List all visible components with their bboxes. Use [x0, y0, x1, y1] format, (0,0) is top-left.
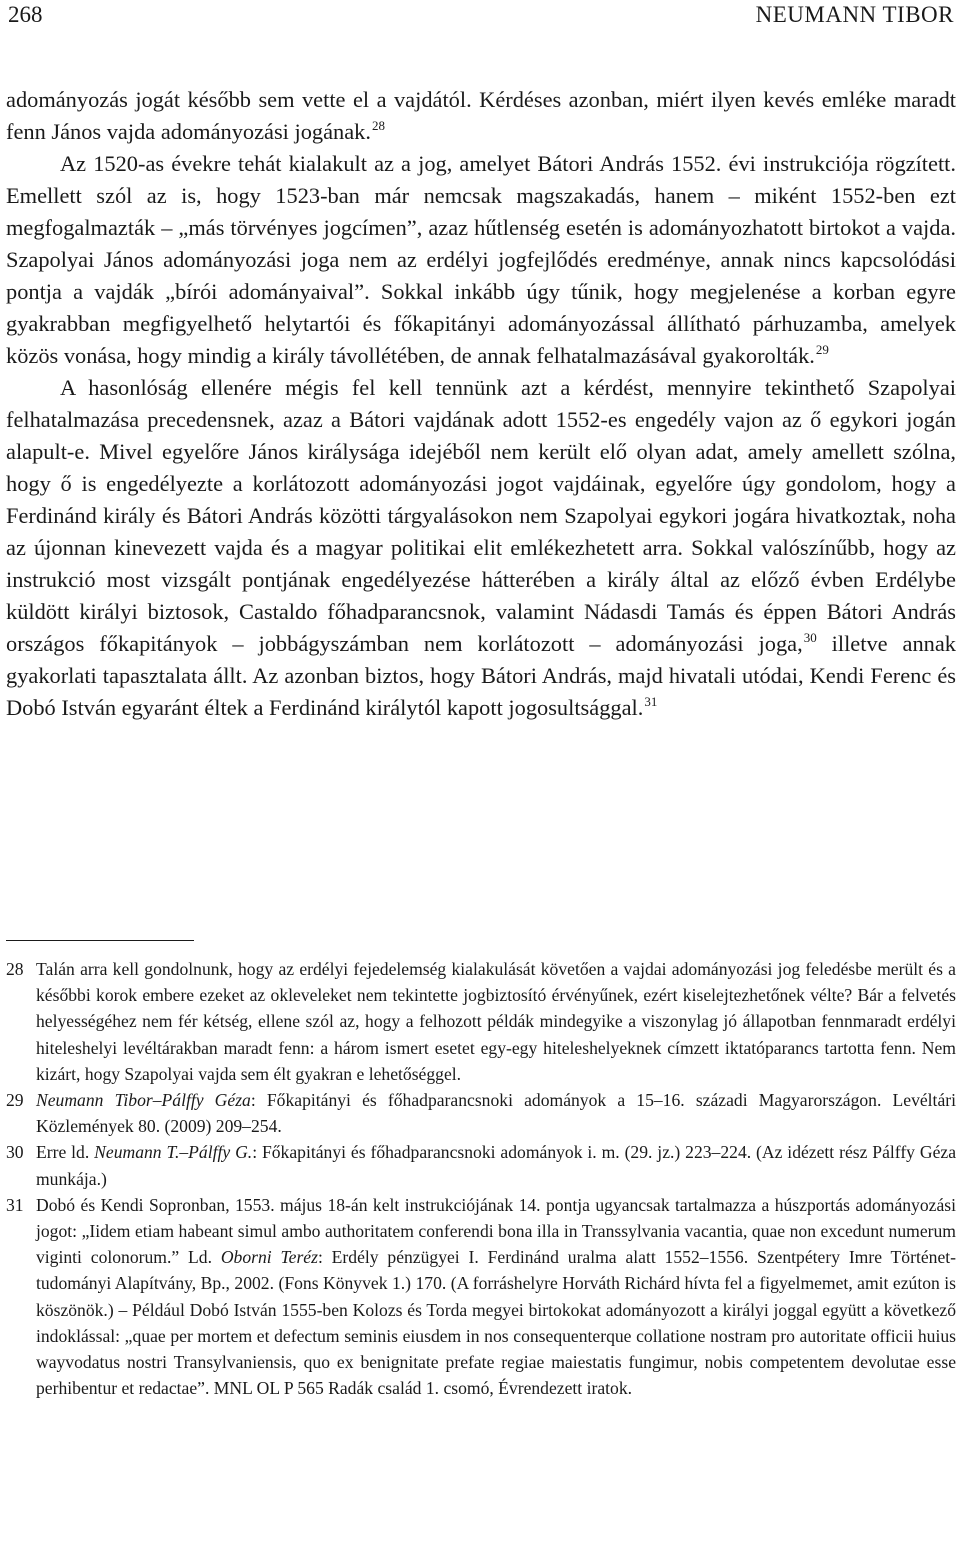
footnote-30: [6, 1139, 956, 1191]
footnote-ref-31[interactable]: 31: [644, 694, 658, 709]
footnote-number: 29: [6, 1090, 24, 1111]
footnote-ref-28[interactable]: 28: [371, 118, 385, 133]
paragraph-2: [6, 148, 956, 372]
running-head: NEUMANN TIBOR: [755, 2, 954, 27]
paragraph-3-text-a: A hasonlóság ellenére mégis fel kell tennünk azt a kérdést, mennyire tekinthető Szapolyai felhatalmazása precedensnek, azaz a Bátori vajdának adott 1552-es engedély vajon az ő egykori jogán alapult-e. Mivel egyelőre János királysága idejéből nem került elő olyan adat, amely amellett szólna, hogy ő is engedélyezte a korlátozott adományozási jogot vajdáinak, egyelőre úgy gondolom, hogy a Ferdinánd király és Bátori András közötti tárgyalásokon nem Szapolyai egykori jogára hivatkoztak, noha az újonnan kinevezett vajda és a magyar politikai elit emlékezhetett arra. Sokkal valószínűbb, hogy az instrukció most vizsgált pontjának engedélyezése hátterében a király által az előző évben Erdélybe küldött királyi biztosok, Castaldo főhadparancsnok, valamint Nádasdi Tamás és éppen Bátori András országos főkapitányok – jobbágyszámban nem korlátozott – adományozási joga,: [6, 375, 956, 656]
paragraph-1-text: adományozás jogát később sem vette el a vajdától. Kérdéses azonban, miért ilyen kevés emléke maradt fenn János vajda adományozási jogának.: [6, 87, 956, 144]
paragraph-2-text: Az 1520-as évekre tehát kialakult az a jog, amelyet Bátori András 1552. évi instrukciója rögzített. Emellett szól az is, hogy 1523-ban már nemcsak magszakadás, hanem – miként 1552-ben ezt megfogalmazták – „más törvényes jogcímen”, azaz hűtlenség esetén is adományozhatott birtokot a vajda. Szapolyai János adományozási joga nem az erdélyi jogfejlődés eredménye, annak nincs kapcsolódási pontja a vajdák „bírói adományaival”. Sokkal inkább úgy tűnik, hogy megjelenése a korban egyre gyakrabban megfigyelhető helytartói és főkapitányi adományozással állítható párhuzamba, amelyek közös vonása, hogy mindig a király távollétében, de annak felhatalmazásával gyakorolták.: [6, 151, 956, 368]
paragraph-1: [6, 84, 956, 148]
footnote-text: [36, 1087, 956, 1139]
footnote-prefix: Erre ld.: [36, 1142, 95, 1163]
footnote-text: [36, 956, 956, 1087]
footnote-body: : Főkapitányi és főhadparancsnoki adományok i. m. (29. jz.) 223–224. (Az idézett rész Pálffy Géza munkája.): [36, 1142, 957, 1189]
footnote-text: [36, 1192, 956, 1402]
footnote-ref-30[interactable]: 30: [803, 630, 817, 645]
footnote-author: Neumann T.–Pálffy G.: [94, 1142, 253, 1163]
footnote-ref-29[interactable]: 29: [815, 342, 829, 357]
footnotes: [6, 956, 956, 1401]
page-number: 268: [8, 2, 43, 27]
footnote-text: [36, 1139, 956, 1191]
footnote-body: Talán arra kell gondolnunk, hogy az erdélyi fejedelemség kialakulását követően a vajdai adományozási jog feledésbe merült és a későbbi korok embere ezeket az okleveleket nem tekintette jogbiztosító érvényűnek, ezért kiselejtezhetőnek vélte? Bár a felvetés helyességéhez nem fér kétség, ellene szól az, hogy a felhozott példák mindegyike a viszonylag jó állapotban fennmaradt erdélyi hiteleshelyi levéltárakban maradt fenn: a három ismert esetet egy-egy hiteleshelyeknek címzett iktatóparancs tartotta fenn. Nem kizárt, hogy Szapolyai vajda sem élt gyakran e lehetőséggel.: [36, 959, 956, 1084]
footnote-number: 28: [6, 959, 24, 979]
main-text: [6, 84, 956, 724]
footnote-28: [6, 956, 956, 1087]
footnote-29: [6, 1087, 956, 1139]
footnote-separator: [6, 940, 194, 941]
footnote-author: Oborni Teréz: [220, 1247, 318, 1268]
footnote-body: : Főkapitányi és főhadparancsnoki adományok a 15–16. századi Magyarországon. Levéltári Közlemények 80. (2009) 209–254.: [36, 1090, 957, 1137]
footnote-author: Neumann Tibor–Pálffy Géza: [36, 1090, 251, 1111]
footnote-31: [6, 1192, 956, 1402]
page-header: [0, 0, 960, 40]
paragraph-3-text-b: illetve annak gyakorlati tapasztalata állt. Az azonban biztos, hogy Bátori András, majd hivatali utódai, Kendi Ferenc és Dobó István egyaránt éltek a Ferdinánd királytól kapott jogosultsággal.: [6, 631, 956, 720]
footnote-body-b: : Erdély pénzügyei I. Ferdinánd uralma alatt 1552–1556. Szentpétery Imre Történettudományi Alapítvány, Bp., 2002. (Fons Könyvek 1.) 170. (A forráshelyre Horváth Richárd hívta fel a figyelmemet, amit ezúton is köszönök.) – Például Dobó István 1555-ben Kolozs és Torda megyei birtokokat adományozott a királyi joggal együtt a következő indoklással: „quae per mortem et defectum seminis eiusdem in nos consequenterque collatione nostram pro autoritate officii huius wayvodatus nostri Transylvaniensis, quo ex benignitate prefate regiae maiestatis fungimur, nobis competentem devolutae esse perhibentur et redactae”. MNL OL P 565 Radák család 1. csomó, Évrendezett iratok.: [36, 1247, 956, 1399]
footnote-number: 31: [6, 1194, 24, 1215]
footnote-number: 30: [6, 1142, 24, 1163]
footnote-body-a: Dobó és Kendi Sopronban, 1553. május 18-án kelt instrukciójának 14. pontja ugyancsak tartalmazza a húszportás adományozási jogot: „Iidem etiam habeant simul ambo authoritatem conferendi bona illa in Transsylvania vacantia, quae non excedunt numerum viginti colonorum.” Ld.: [36, 1194, 956, 1268]
paragraph-3: [6, 372, 956, 724]
